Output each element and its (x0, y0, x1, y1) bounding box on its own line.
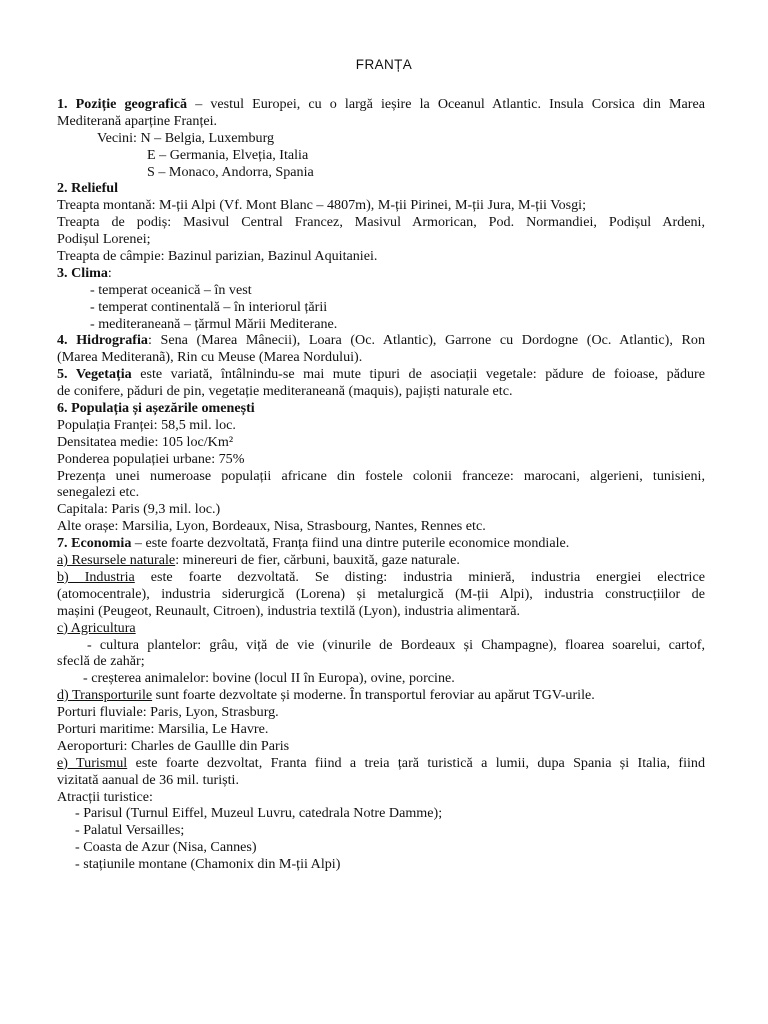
neighbors-east: E – Germania, Elveția, Italia (147, 146, 309, 163)
s1-line-1 (57, 96, 705, 113)
agriculture-line-2: sfeclă de zahăr; (57, 653, 145, 670)
attraction-item: - stațiunile montane (Chamonix din M-ții Alpi) (75, 856, 341, 873)
attraction-item: - Palatul Versailles; (75, 822, 185, 839)
s5-line-2: de conifere, păduri de pin, vegetație mediteraneană (maquis), pajiști naturale etc. (57, 383, 513, 400)
document-body (57, 96, 705, 873)
agriculture-line-1: - cultura plantelor: grâu, viță de vie (vinurile de Bordeaux și Champagne), floarea soarelui, cartof, (87, 636, 705, 653)
s5-line-1 (57, 366, 705, 383)
s1-line-2: Mediterană aparține Franței. (57, 112, 218, 129)
s4-line-1 (57, 332, 705, 349)
subheading: b) Industria (57, 568, 135, 585)
section-heading: 1. Poziție geografică (57, 96, 188, 112)
page-title: FRANȚA (355, 57, 413, 72)
tourism-line-3: Atracții turistice: (57, 788, 153, 805)
neighbors-north: Vecini: N – Belgia, Luxemburg (97, 129, 275, 146)
text-span: : Sena (Marea Mânecii), Loara (Oc. Atlantic), Garrone cu Dordogne (Oc. Atlantic), Ron (147, 332, 705, 349)
neighbors-south: S – Monaco, Andorra, Spania (147, 163, 314, 180)
s4-line-2: (Marea Mediteranã), Rin cu Meuse (Marea Nordului). (57, 349, 363, 366)
agriculture-line-3: - creșterea animalelor: bovine (locul II în Europa), ovine, porcine. (83, 670, 455, 687)
population-line: Populația Franței: 58,5 mil. loc. (57, 416, 236, 433)
subheading: e) Turismul (57, 754, 128, 771)
transport-line-2: Porturi fluviale: Paris, Lyon, Strasburg. (57, 704, 279, 721)
industry-line-3: mașini (Peugeot, Reunault, Citroen), industria textilă (Lyon), industria alimentară. (57, 602, 521, 619)
industry-line-1 (57, 569, 705, 586)
subheading: a) Resursele naturale (57, 552, 176, 569)
transport-line-4: Aeroporturi: Charles de Gaullle din Paris (57, 737, 290, 754)
text-span: este foarte dezvoltată. Se disting: industria minieră, industria energiei electrice (134, 568, 705, 585)
relief-line: Podișul Lorenei; (57, 231, 151, 248)
tourism-line-2: vizitată aanual de 36 mil. turiști. (57, 771, 239, 788)
subheading: c) Agricultura (57, 619, 136, 636)
climate-item: - temperat oceanică – în vest (90, 281, 252, 298)
transport-line-3: Porturi maritime: Marsilia, Le Havre. (57, 720, 269, 737)
industry-line-2: (atomocentrale), industria siderurgică (Lorena) și metalurgică (M-ții Alpi), industria construcțiilor de (57, 585, 705, 602)
africans-line: Prezența unei numeroase populații africane din fostele colonii franceze: marocani, algerieni, tunisieni, (57, 467, 705, 484)
cities-line: Alte orașe: Marsilia, Lyon, Bordeaux, Nisa, Strasbourg, Nantes, Rennes etc. (57, 518, 486, 535)
text-span: : (107, 264, 112, 281)
text-span: – vestul Europei, cu o largă ieșire la Oceanul Atlantic. Insula Corsica din Marea (187, 96, 705, 112)
text-span: este variată, întâlnindu-se mai mute tipuri de asociații vegetale: pădure de foioase, pădure (131, 366, 705, 383)
section-heading: 5. Vegetația (57, 366, 132, 383)
subheading: d) Transporturile (57, 687, 153, 704)
attraction-item: - Coasta de Azur (Nisa, Cannes) (75, 839, 257, 856)
section-heading: 6. Populația și așezările omenești (57, 400, 255, 417)
climate-item: - temperat continentală – în interiorul țării (90, 298, 328, 315)
s7-line-1 (57, 535, 705, 552)
s3-heading-line (57, 265, 705, 282)
section-heading: 2. Relieful (57, 180, 119, 197)
text-span: sunt foarte dezvoltate și moderne. În transportul feroviar au apărut TGV-urile. (152, 687, 595, 704)
text-span: : minereuri de fier, cărbuni, bauxită, gaze naturale. (175, 552, 460, 569)
climate-item: - mediteraneană – țărmul Mării Mediterane. (90, 315, 338, 332)
text-span: – este foarte dezvoltată, Franța fiind una dintre puterile economice mondiale. (131, 535, 570, 552)
relief-line: Treapta de câmpie: Bazinul parizian, Bazinul Aquitaniei. (57, 248, 378, 265)
relief-line: Treapta montană: M-ții Alpi (Vf. Mont Blanc – 4807m), M-ții Pirinei, M-ții Jura, M-ții Vosgi; (57, 197, 587, 214)
urban-line: Ponderea populației urbane: 75% (57, 450, 245, 467)
tourism-line-1 (57, 755, 705, 772)
relief-line: Treapta de podiș: Masivul Central Francez, Masivul Armorican, Pod. Normandiei, Podișul Ardeni, (57, 214, 705, 231)
transport-line-1 (57, 687, 705, 704)
africans-line-2: senegalezi etc. (57, 484, 140, 501)
section-heading: 3. Clima (57, 264, 108, 281)
section-heading: 4. Hidrografia (57, 332, 148, 349)
density-line: Densitatea medie: 105 loc/Km² (57, 433, 234, 450)
attraction-item: - Parisul (Turnul Eiffel, Muzeul Luvru, catedrala Notre Damme); (75, 805, 443, 822)
text-span: este foarte dezvoltat, Franta fiind a treia țară turistică a lumii, dupa Spania și Italia, fiind (127, 754, 705, 771)
capital-line: Capitala: Paris (9,3 mil. loc.) (57, 501, 221, 518)
resources-line (57, 552, 705, 569)
section-heading: 7. Economia (57, 535, 132, 552)
